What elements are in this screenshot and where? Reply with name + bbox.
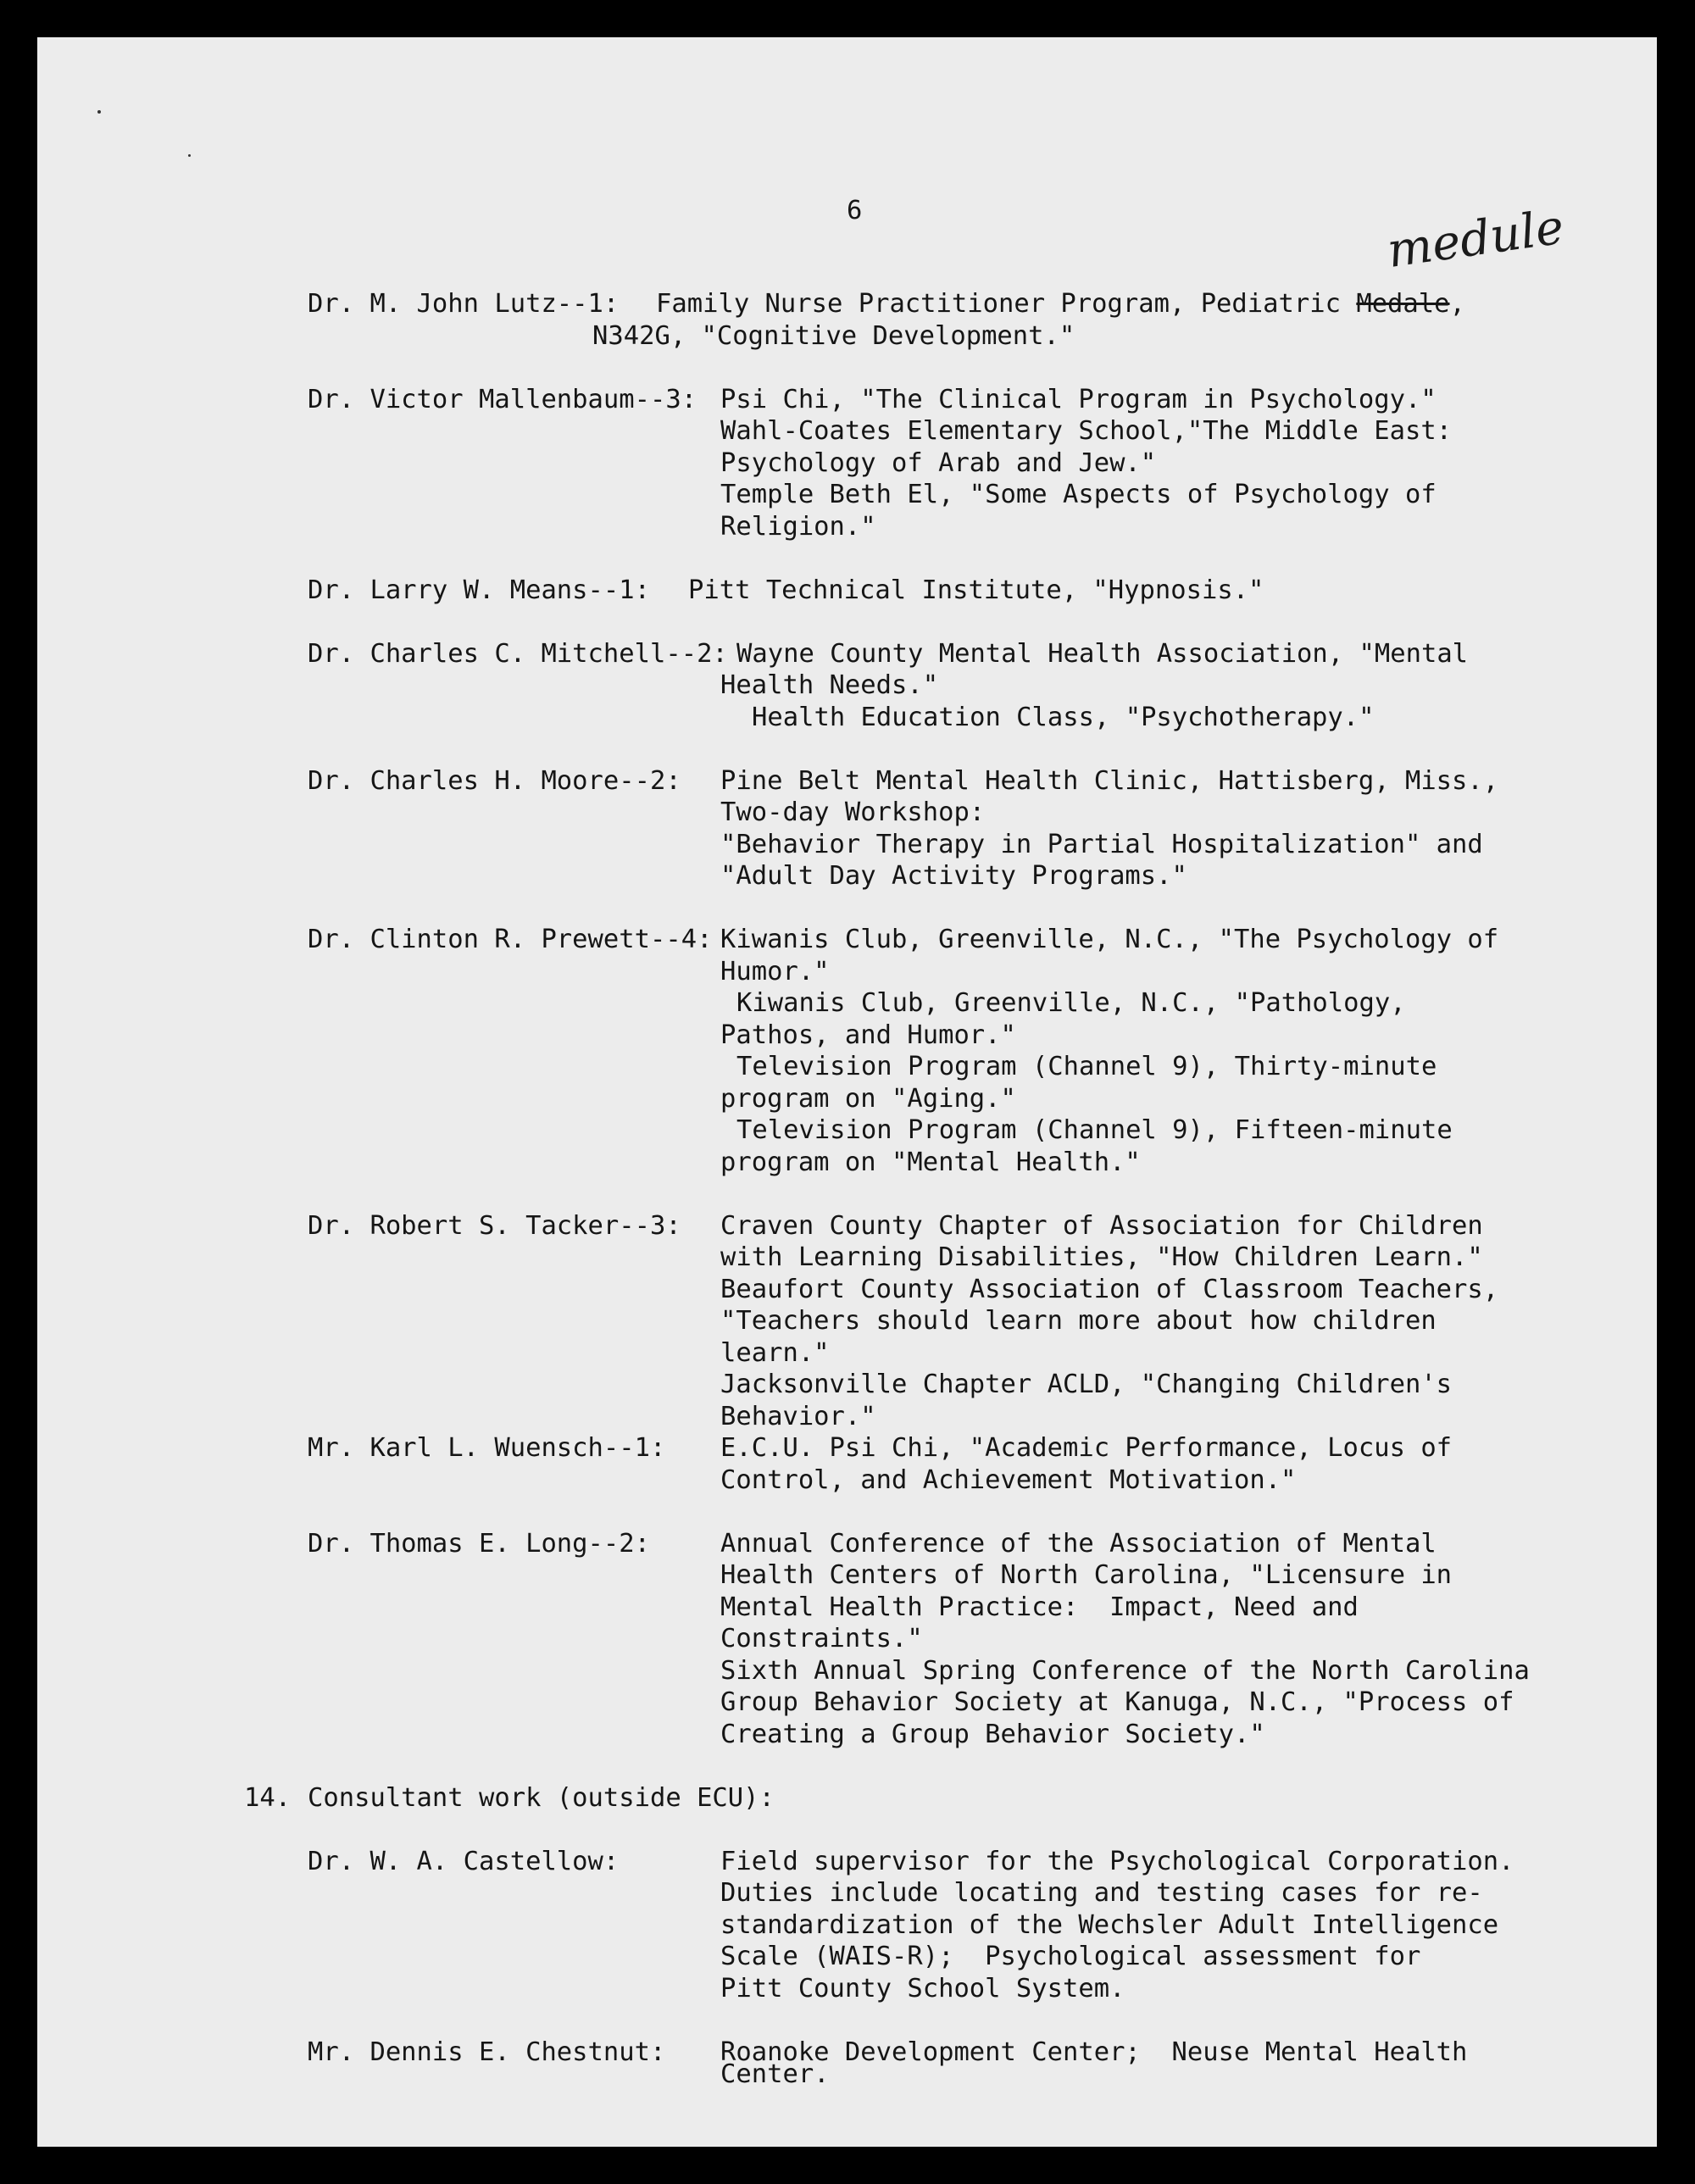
- entry-line: N342G, "Cognitive Development.": [592, 321, 1075, 351]
- entry-line: Group Behavior Society at Kanuga, N.C., "Process of: [720, 1687, 1514, 1717]
- entry-line: Wahl-Coates Elementary School,"The Middle East:: [720, 416, 1453, 446]
- entry-line: Television Program (Channel 9), Thirty-minute: [736, 1052, 1437, 1081]
- speaker-name: Dr. Victor Mallenbaum--3:: [308, 385, 697, 414]
- speaker-name: Dr. Larry W. Means--1:: [308, 575, 650, 605]
- document-page: [37, 37, 1657, 2147]
- handwritten-correction: medule: [1383, 199, 1568, 279]
- entry-line: Field supervisor for the Psychological Corporation.: [720, 1847, 1514, 1876]
- entry-line: Scale (WAIS-R); Psychological assessment for: [720, 1942, 1421, 1971]
- entry-line: program on "Mental Health.": [720, 1148, 1141, 1177]
- entry-line: "Behavior Therapy in Partial Hospitalization" and: [720, 830, 1483, 859]
- entry-line: Constraints.": [720, 1624, 923, 1653]
- speaker-name: Mr. Dennis E. Chestnut:: [308, 2037, 666, 2067]
- entry-line: Center.: [720, 2059, 830, 2089]
- page-number: 6: [847, 196, 863, 225]
- entry-line: Psi Chi, "The Clinical Program in Psychology.": [720, 385, 1437, 414]
- entry-line: Sixth Annual Spring Conference of the North Carolina: [720, 1656, 1530, 1686]
- entry-line: Behavior.": [720, 1402, 876, 1431]
- entry-line: Wayne County Mental Health Association, "Mental: [736, 639, 1469, 669]
- entry-line: program on "Aging.": [720, 1084, 1016, 1114]
- entry-line: Family Nurse Practitioner Program, Pediatric Medale,: [656, 289, 1465, 319]
- section-title: Consultant work (outside ECU):: [308, 1783, 775, 1813]
- entry-line: Kiwanis Club, Greenville, N.C., "Pathology,: [736, 988, 1406, 1018]
- entry-line: Health Education Class, "Psychotherapy.": [752, 703, 1375, 732]
- entry-line: Pine Belt Mental Health Clinic, Hattisberg, Miss.,: [720, 766, 1499, 796]
- entry-line: standardization of the Wechsler Adult Intelligence: [720, 1910, 1499, 1940]
- entry-line: Pitt County School System.: [720, 1974, 1125, 2003]
- entry-line: Psychology of Arab and Jew.": [720, 448, 1157, 478]
- entry-line: Religion.": [720, 512, 876, 542]
- speaker-name: Dr. Clinton R. Prewett--4:: [308, 925, 713, 954]
- entry-line: Beaufort County Association of Classroom Teachers,: [720, 1275, 1499, 1304]
- entry-line: Duties include locating and testing cases for re-: [720, 1878, 1483, 1908]
- entry-line: Two-day Workshop:: [720, 797, 986, 827]
- entry-line: E.C.U. Psi Chi, "Academic Performance, Locus of: [720, 1433, 1453, 1463]
- entry-line: Annual Conference of the Association of Mental: [720, 1529, 1437, 1559]
- entry-line: "Teachers should learn more about how children: [720, 1306, 1437, 1336]
- entry-line: with Learning Disabilities, "How Children Learn.": [720, 1242, 1483, 1272]
- speaker-name: Dr. Robert S. Tacker--3:: [308, 1211, 681, 1241]
- entry-line: Health Centers of North Carolina, "Licensure in: [720, 1560, 1453, 1590]
- entry-line: Craven County Chapter of Association for Children: [720, 1211, 1483, 1241]
- struck-word: Medale: [1356, 289, 1450, 319]
- entry-line: Creating a Group Behavior Society.": [720, 1720, 1265, 1749]
- entry-line: Mental Health Practice: Impact, Need and: [720, 1592, 1359, 1622]
- entry-line: Roanoke Development Center; Neuse Mental Health: [720, 2037, 1468, 2067]
- entry-line: Humor.": [720, 957, 830, 986]
- section-number: 14.: [244, 1783, 292, 1813]
- speaker-name: Dr. Charles H. Moore--2:: [308, 766, 681, 796]
- speaker-name: Mr. Karl L. Wuensch--1:: [308, 1433, 666, 1463]
- speaker-name: Dr. M. John Lutz--1:: [308, 289, 620, 319]
- entry-line: Temple Beth El, "Some Aspects of Psychology of: [720, 480, 1437, 509]
- entry-line: Pitt Technical Institute, "Hypnosis.": [688, 575, 1264, 605]
- entry-line: Television Program (Channel 9), Fifteen-minute: [736, 1115, 1453, 1145]
- entry-line: Jacksonville Chapter ACLD, "Changing Children's: [720, 1370, 1453, 1399]
- paper-speck: [188, 154, 191, 157]
- speaker-name: Dr. Thomas E. Long--2:: [308, 1529, 650, 1559]
- entry-line: Kiwanis Club, Greenville, N.C., "The Psychology of: [720, 925, 1499, 954]
- paper-speck: [97, 110, 101, 114]
- entry-line: Control, and Achievement Motivation.": [720, 1465, 1297, 1495]
- entry-line: Health Needs.": [720, 670, 939, 700]
- speaker-name: Dr. W. A. Castellow:: [308, 1847, 620, 1876]
- speaker-name: Dr. Charles C. Mitchell--2:: [308, 639, 728, 669]
- entry-line: learn.": [720, 1338, 830, 1368]
- entry-line: "Adult Day Activity Programs.": [720, 861, 1187, 891]
- entry-line: Pathos, and Humor.": [720, 1020, 1016, 1050]
